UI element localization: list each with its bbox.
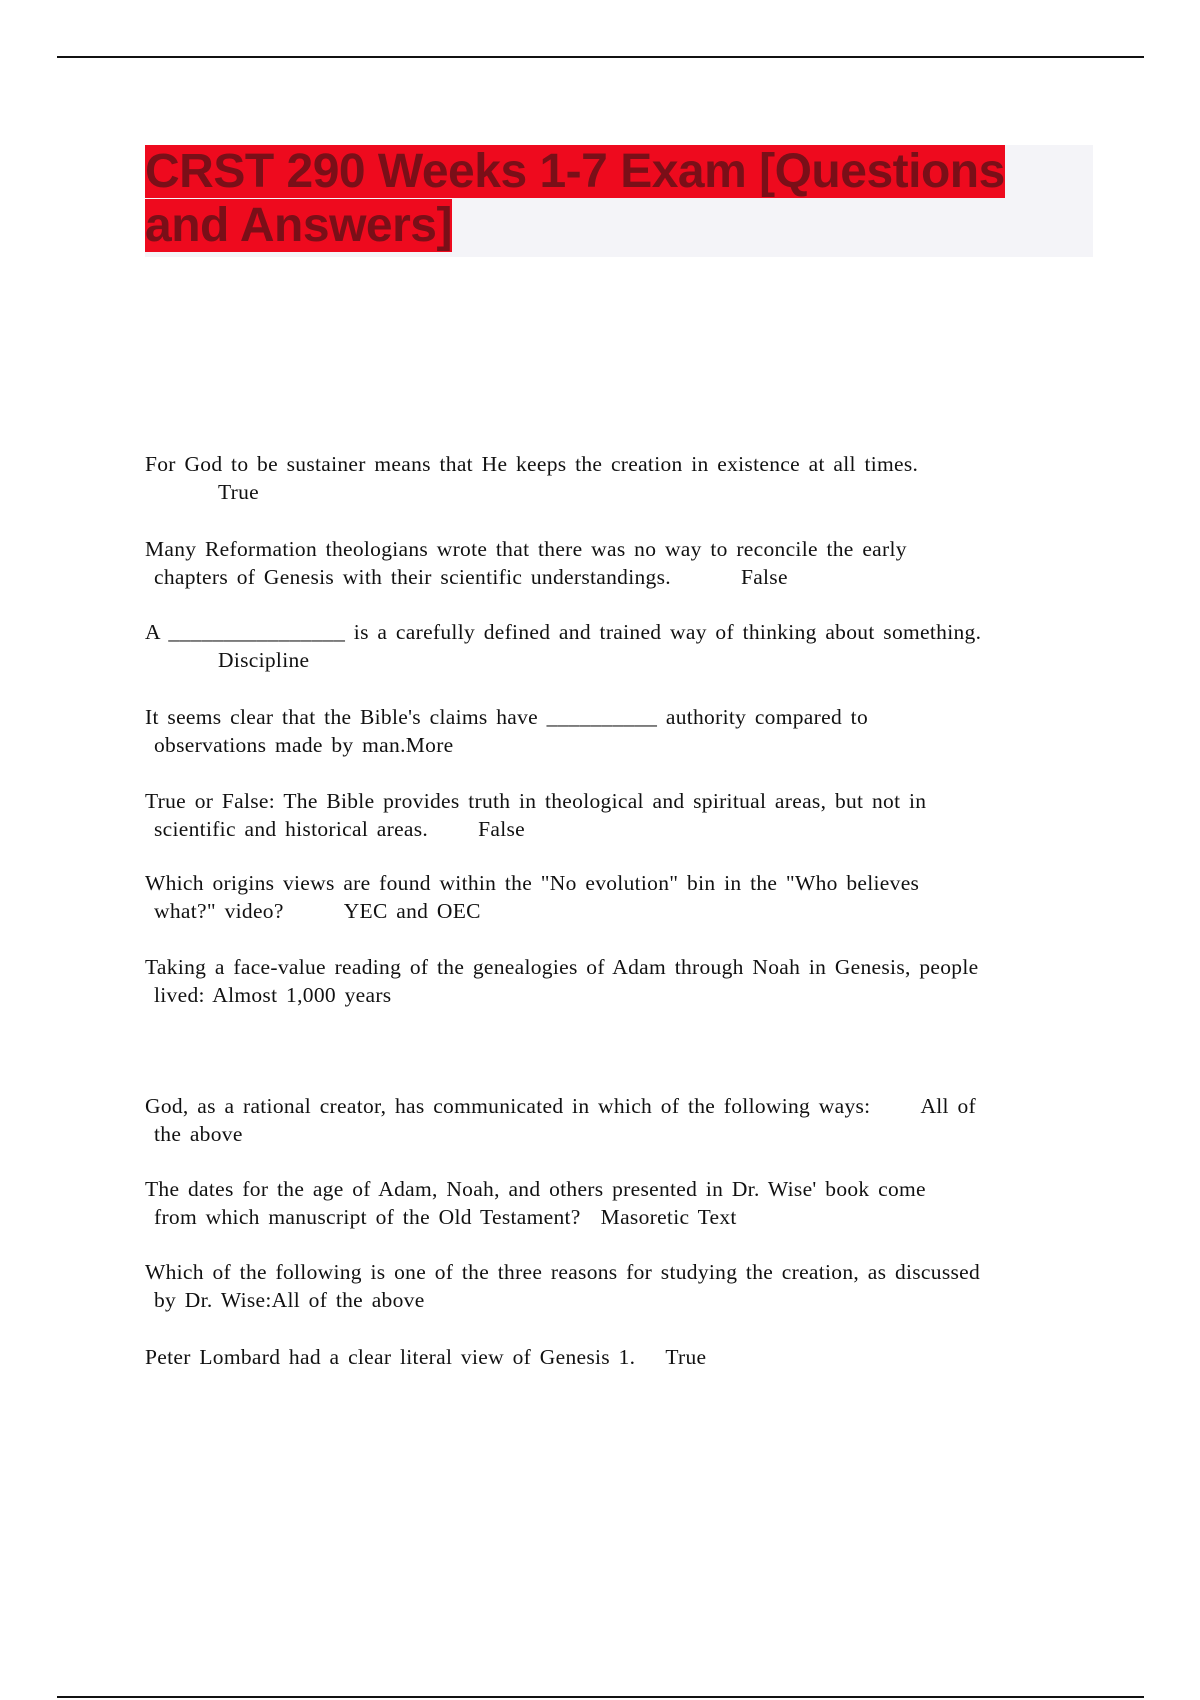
question-text: A ________________ is a carefully defined and trained way of thinking about something.	[145, 620, 982, 644]
answer-text: False	[478, 817, 525, 841]
answer-text-continued: the above	[154, 1122, 243, 1146]
qa-item-1	[145, 450, 1085, 506]
title-line-1: CRST 290 Weeks 1-7 Exam [Questions	[145, 145, 1005, 198]
qa-item-2	[145, 535, 1085, 591]
question-text: Which of the following is one of the three reasons for studying the creation, as discussed	[145, 1260, 981, 1284]
question-text: God, as a rational creator, has communicated in which of the following ways:	[145, 1094, 871, 1118]
answer-text: Masoretic Text	[600, 1205, 737, 1229]
answer-text: True	[218, 480, 260, 504]
question-text-continued: lived: Almost 1,000 years	[154, 983, 392, 1007]
question-text: For God to be sustainer means that He keeps the creation in existence at all times.	[145, 452, 919, 476]
question-text: True or False: The Bible provides truth in theological and spiritual areas, but not in	[145, 789, 927, 813]
question-text-continued: what?" video? YEC and OEC	[154, 899, 481, 923]
answer-text: YEC and OEC	[343, 899, 481, 923]
qa-item-6	[145, 869, 1085, 925]
qa-item-3	[145, 618, 1085, 674]
question-text-continued: observations made by man.More	[154, 733, 454, 757]
title-block	[145, 145, 1093, 257]
question-text: Which origins views are found within the "No evolution" bin in the "Who believes	[145, 871, 920, 895]
answer-text: False	[740, 565, 788, 589]
qa-item-5	[145, 787, 1085, 843]
question-text: Peter Lombard had a clear literal view of Genesis 1.	[145, 1345, 636, 1369]
answer-text: True	[665, 1345, 707, 1369]
question-text: Taking a face-value reading of the genealogies of Adam through Noah in Genesis, people	[145, 955, 979, 979]
question-text: Many Reformation theologians wrote that there was no way to reconcile the early	[145, 537, 907, 561]
answer-text: Discipline	[218, 648, 310, 672]
question-text-continued: chapters of Genesis with their scientific understandings. False	[154, 565, 788, 589]
qa-item-11	[145, 1343, 1085, 1371]
qa-item-10	[145, 1258, 1085, 1314]
title-line-2: and Answers]	[145, 199, 452, 252]
page-title	[145, 145, 1093, 253]
question-text: The dates for the age of Adam, Noah, and others presented in Dr. Wise' book come	[145, 1177, 926, 1201]
question-text-continued: scientific and historical areas. False	[154, 817, 525, 841]
qa-item-8	[145, 1092, 1085, 1148]
answer-text: All of	[920, 1094, 976, 1118]
qa-item-7	[145, 953, 1085, 1009]
qa-item-9	[145, 1175, 1085, 1231]
question-text: It seems clear that the Bible's claims have __________ authority compared to	[145, 705, 869, 729]
question-text-continued: from which manuscript of the Old Testament? Masoretic Text	[154, 1205, 737, 1229]
bottom-rule	[57, 1696, 1144, 1698]
question-text-continued: by Dr. Wise:All of the above	[154, 1288, 425, 1312]
qa-item-4	[145, 703, 1085, 759]
top-rule	[57, 56, 1144, 58]
